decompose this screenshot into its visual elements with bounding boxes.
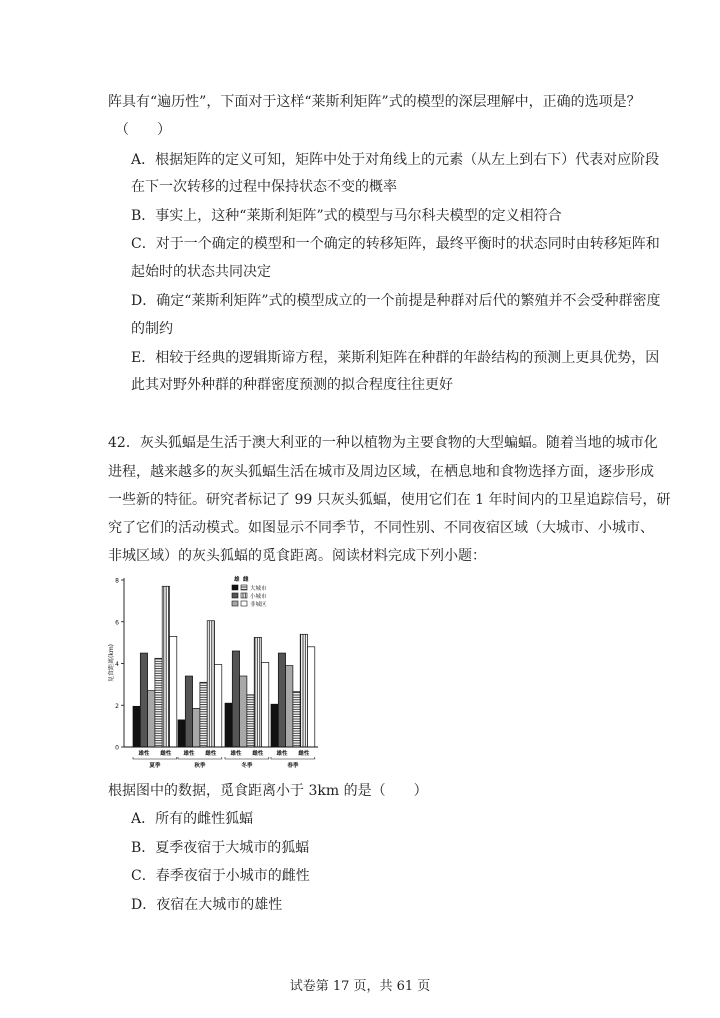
- bar-雌性-小城市-秋季: [207, 621, 214, 747]
- q41-option-d-line2: 的制约: [131, 321, 173, 337]
- x-season-label: 夏季: [149, 763, 161, 769]
- bar-雌性-非城区-冬季: [262, 662, 269, 747]
- x-sex-label: 雄性: [183, 751, 195, 757]
- bar-雄性-大城市-冬季: [225, 703, 232, 747]
- y-tick-label: 2: [115, 702, 119, 710]
- x-season-label: 秋季: [194, 763, 206, 769]
- bar-雄性-非城区-秋季: [193, 708, 200, 747]
- x-sex-label: 雌性: [298, 751, 310, 757]
- x-sex-label: 雌性: [252, 751, 264, 757]
- bar-雌性-小城市-夏季: [162, 586, 169, 747]
- bar-雌性-小城市-春季: [300, 634, 307, 747]
- x-sex-label: 雄性: [138, 751, 150, 757]
- legend-swatch-female: [241, 585, 247, 590]
- q42-stem-line1: 42．灰头狐蝠是生活于澳大利亚的一种以植物为主要食物的大型蝙蝠。随着当地的城市化: [108, 435, 658, 451]
- q41-option-c-line2: 起始时的状态共同决定: [131, 264, 271, 280]
- q42-stem-line2: 进程，越来越多的灰头狐蝠生活在城市及周边区域，在栖息地和食物选择方面，逐步形成: [108, 464, 654, 480]
- q42-option-b: B．夏季夜宿于大城市的狐蝠: [131, 840, 310, 856]
- y-tick-label: 6: [115, 619, 119, 627]
- q41-option-c-line1: C．对于一个确定的模型和一个确定的转移矩阵，最终平衡时的状态同时由转移矩阵和: [131, 236, 660, 252]
- foraging-distance-bar-chart: [108, 572, 330, 774]
- q42-sub-question: 根据图中的数据，觅食距离小于 3km 的是（ ）: [108, 783, 428, 799]
- x-sex-label: 雄性: [276, 751, 288, 757]
- x-sex-label: 雌性: [160, 751, 172, 757]
- q41-option-a-line1: A．根据矩阵的定义可知，矩阵中处于对角线上的元素（从左上到右下）代表对应阶段: [131, 152, 660, 168]
- page-footer: 试卷第 17 页，共 61 页: [289, 979, 431, 994]
- legend-swatch-male: [232, 601, 238, 606]
- q41-option-e-line1: E．相较于经典的逻辑斯谛方程，莱斯利矩阵在种群的年龄结构的预测上更具优势，因: [131, 350, 660, 366]
- legend-header-male: 雄: [234, 577, 240, 583]
- x-season-label: 冬季: [241, 763, 253, 769]
- bar-雄性-大城市-春季: [271, 704, 278, 747]
- q42-option-a: A．所有的雌性狐蝠: [131, 811, 254, 827]
- bar-雄性-非城区-夏季: [148, 691, 155, 747]
- q42-option-d: D．夜宿在大城市的雄性: [131, 897, 283, 913]
- y-tick-label: 4: [115, 661, 119, 668]
- bar-雄性-大城市-夏季: [133, 706, 140, 747]
- q41-option-d-line1: D．确定“莱斯利矩阵”式的模型成立的一个前提是种群对后代的繁殖并不会受种群密度: [131, 293, 661, 309]
- y-tick-label: 0: [115, 744, 119, 752]
- q41-answer-paren: （ ）: [115, 122, 171, 138]
- legend-label: 小城市: [250, 593, 267, 600]
- bar-雄性-小城市-春季: [278, 653, 285, 747]
- bar-雄性-非城区-冬季: [240, 676, 247, 747]
- bar-雄性-非城区-春季: [286, 666, 293, 747]
- bar-雄性-小城市-冬季: [232, 651, 239, 747]
- legend-swatch-male: [232, 585, 238, 590]
- bar-雌性-非城区-夏季: [170, 636, 177, 747]
- legend-swatch-female: [241, 593, 247, 598]
- legend-header-female: 雌: [243, 577, 249, 583]
- season-bracket: [271, 757, 315, 759]
- bar-雌性-小城市-冬季: [254, 637, 261, 747]
- bar-雌性-大城市-秋季: [200, 682, 207, 747]
- x-sex-label: 雄性: [230, 751, 242, 757]
- y-tick-label: 8: [115, 577, 119, 585]
- bar-雄性-大城市-秋季: [178, 720, 185, 747]
- bar-雄性-小城市-秋季: [185, 676, 192, 747]
- season-bracket: [225, 757, 269, 759]
- bar-雌性-非城区-春季: [308, 647, 315, 747]
- bar-雌性-大城市-冬季: [247, 695, 254, 747]
- bar-雄性-小城市-夏季: [140, 653, 147, 747]
- q42-stem-line5: 非城区域）的灰头狐蝠的觅食距离。阅读材料完成下列小题：: [108, 548, 486, 564]
- q42-stem-line3: 一些新的特征。研究者标记了 99 只灰头狐蝠，使用它们在 1 年时间内的卫星追踪信号，研: [108, 492, 671, 508]
- legend-swatch-male: [232, 593, 238, 598]
- q41-option-e-line2: 此其对野外种群的种群密度预测的拟合程度往往更好: [131, 377, 453, 393]
- legend-label: 非城区: [250, 601, 267, 608]
- q41-option-a-line2: 在下一次转移的过程中保持状态不变的概率: [131, 179, 397, 195]
- legend-label: 大城市: [250, 585, 267, 592]
- season-bracket: [133, 757, 177, 759]
- bar-雌性-大城市-春季: [293, 692, 300, 747]
- q42-option-c: C．春季夜宿于小城市的雌性: [131, 868, 310, 884]
- bar-雌性-大城市-夏季: [155, 658, 162, 747]
- y-axis-label: 觅食距离(km): [108, 643, 115, 683]
- x-season-label: 春季: [287, 763, 299, 769]
- q41-option-b: B．事实上，这种“莱斯利矩阵”式的模型与马尔科夫模型的定义相符合: [131, 208, 562, 224]
- q42-stem-line4: 究了它们的活动模式。如图显示不同季节，不同性别、不同夜宿区域（大城市、小城市、: [108, 520, 654, 536]
- legend-swatch-female: [241, 601, 247, 606]
- season-bracket: [178, 757, 222, 759]
- x-sex-label: 雌性: [205, 751, 217, 757]
- q41-stem-tail: 阵具有“遍历性”，下面对于这样“莱斯利矩阵”式的模型的深层理解中，正确的选项是？: [108, 94, 641, 110]
- bar-雌性-非城区-秋季: [215, 665, 222, 747]
